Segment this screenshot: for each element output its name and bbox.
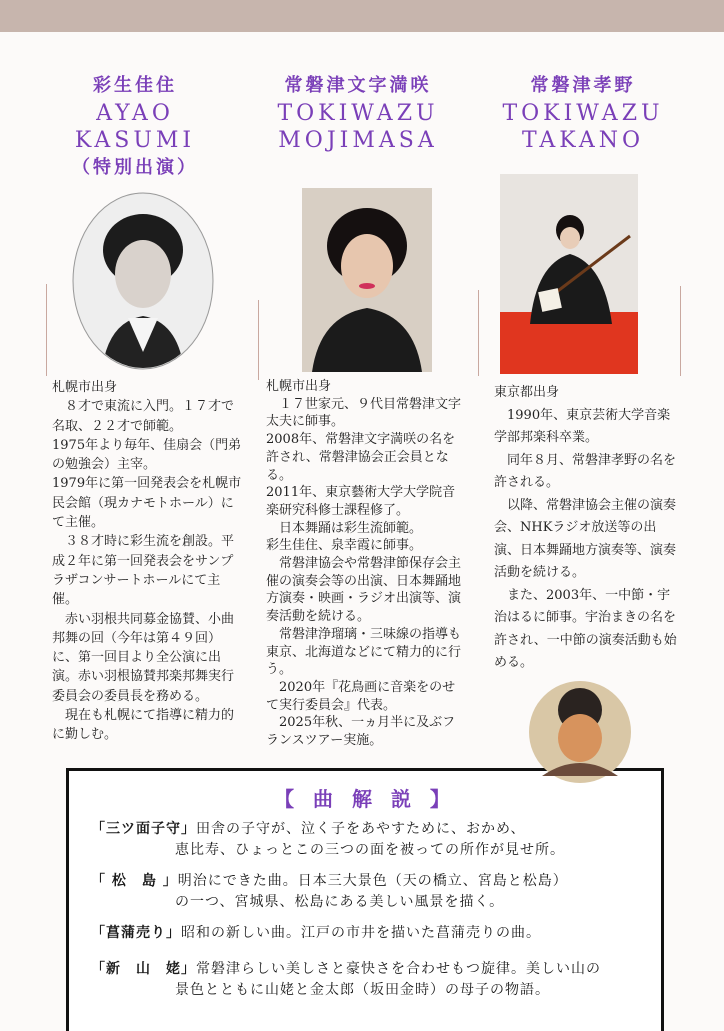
bio-line: 現在も札幌にて指導に精力的に勤しむ。 [52,708,235,743]
performer-2-photo [302,188,432,372]
performer-2-title [258,72,458,154]
commentary-title: 【 曲 解 説 】 [274,787,456,811]
performer-3-photo [500,174,638,374]
performer-1-photo [72,192,214,370]
column-divider-2 [258,300,259,380]
commentary-entry [91,819,565,861]
bio-line: １７世家元、９代目常磐津文字太夫に師事。 [266,396,462,430]
song-description: 恵比寿、ひょっとこの三つの面を被っての所作が見せ所。 [175,842,565,858]
song-description: 景色とともに山姥と金太郎（坂田金時）の母子の物語。 [175,982,550,998]
bio-line: 同年８月、常磐津孝野の名を許される。 [494,452,677,490]
performer-1-name-en-1: AYAO [96,101,174,126]
song-description: 常磐津らしい美しさと豪快さを合わせもつ旋律。美しい山の [196,961,601,977]
performer-2-name-en-2: MOJIMASA [278,128,438,153]
bio-line: 1990年、東京芸術大学音楽学部邦楽科卒業。 [494,407,671,445]
song-title: 「 松 島 」 [91,873,178,889]
column-divider-1 [46,284,47,376]
performer-1-title [40,72,230,182]
performer-1-name-jp: 彩生佳住 [93,75,177,96]
performer-1-name-en-2: KASUMI [74,128,196,153]
bio-line: 2011年、東京藝術大学大学院音楽研究科修士課程修了。 [266,485,456,518]
bio-line: 2020年『花鳥画に音楽をのせて実行委員会』代表。 [266,679,456,713]
performer-1-note: （特別出演） [72,157,198,178]
bio-line: 常磐津協会や常磐津節保存会主催の演奏会等の出演、日本舞踊地方演奏・映画・ラジオ出演等、演奏活動を続ける。 [266,556,462,625]
bio-line: 赤い羽根共同募金協賛、小曲邦舞の回（今年は第４９回）に、第一回目より全公演に出演。赤い羽根協賛邦楽邦舞実行委員会の委員長を務める。 [52,611,235,704]
song-description: 昭和の新しい曲。江戸の市井を描いた菖蒲売りの曲。 [181,925,541,941]
song-description: 田舎の子守が、泣く子をあやすために、おかめ、 [196,821,526,837]
bio-line: 彩生佳住、泉幸霞に師事。 [266,538,423,554]
performer-3-name-en-1: TOKIWAZU [502,101,664,126]
bio-line: また、2003年、一中節・宇治はるに師事。宇治まきの名を許され、一中節の演奏活動も始める。 [494,587,677,670]
commentary-box [66,768,664,1031]
bio-line: 日本舞踊は彩生流師範。 [279,520,423,536]
bio-line: 札幌市出身 [52,380,118,395]
performer-3-name-en-2: TAKANO [521,128,645,153]
bio-line: 1975年より毎年、佳扇会（門弟の勉強会）主宰。 [52,437,242,473]
bio-line: ３８才時に彩生流を創設。平成２年に第一回発表会をサンプラザコンサートホールにて主催。 [52,534,235,608]
column-divider-3 [478,290,479,376]
performer-3-name-jp: 常磐津孝野 [530,75,636,96]
bio-line: 以降、常磐津協会主催の演奏会、NHKラジオ放送等の出演、日本舞踊地方演奏等、演奏活動を続ける。 [494,497,677,580]
performer-2-name-jp: 常磐津文字満咲 [284,75,432,96]
performer-2-bio [266,378,466,750]
ukiyoe-illustration [528,680,632,784]
commentary-entry [91,923,541,944]
bio-line: 常磐津浄瑠璃・三味線の指導も東京、北海道などにて精力的に行う。 [266,626,462,678]
song-title: 「三ツ面子守」 [91,821,196,837]
column-divider-4 [680,286,681,376]
performer-3-bio [494,382,680,675]
song-title: 「菖蒲売り」 [91,925,181,941]
song-description: の一つ、宮城県、松島にある美しい風景を描く。 [175,894,505,910]
performer-1-bio [52,378,242,745]
bio-line: 2008年、常磐津文字満咲の名を許され、常磐津協会正会員となる。 [266,432,456,483]
song-description: 明治にできた曲。日本三大景色（天の橋立、宮島と松島） [177,873,568,889]
bio-line: 東京都出身 [494,385,560,400]
top-banner [0,0,724,32]
bio-line: 1979年に第一回発表会を札幌市民会館（現カナモトホール）にて主催。 [52,476,242,531]
commentary-entry [91,871,568,913]
song-title: 「新 山 姥」 [91,961,196,977]
performer-3-title [488,72,678,154]
commentary-entry [91,959,601,1001]
bio-line: 2025年秋、一ヵ月半に及ぶフランスツアー実施。 [266,715,456,749]
bio-line: ８才で東流に入門。１７才で名取、２２才で師範。 [52,399,235,434]
performer-2-name-en-1: TOKIWAZU [277,101,439,126]
bio-line: 札幌市出身 [266,379,332,394]
